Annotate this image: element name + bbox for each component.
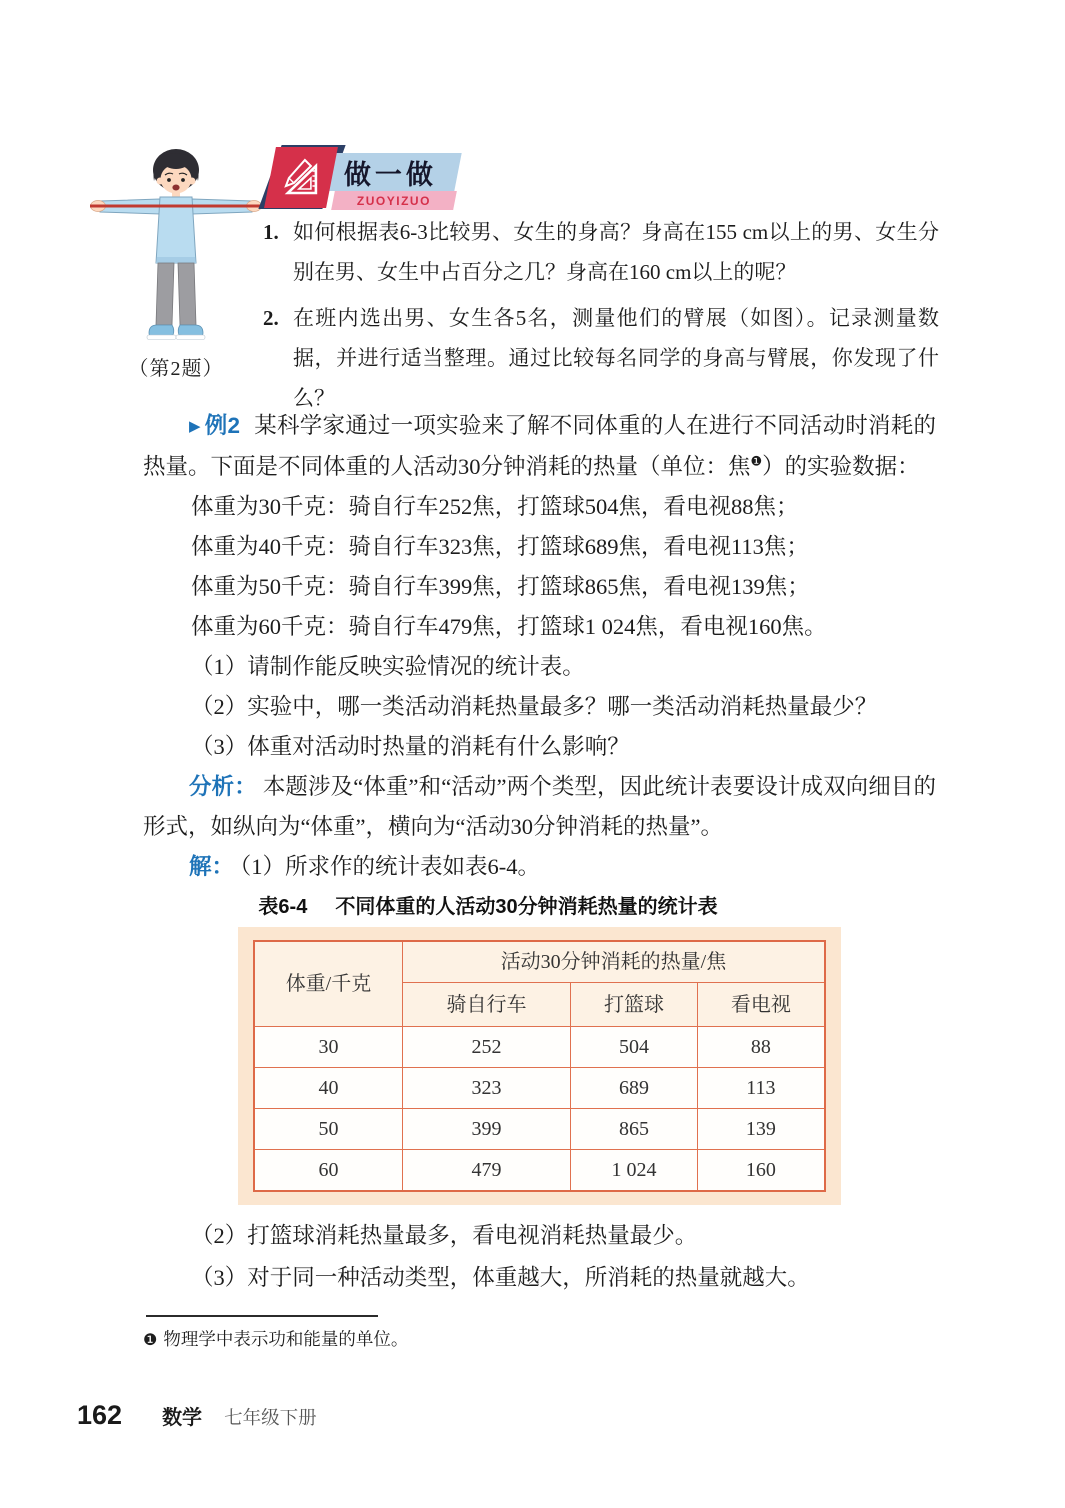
example-2-section — [143, 406, 936, 1355]
table-cell: 113 — [697, 1068, 825, 1109]
footnote-divider — [146, 1315, 378, 1317]
arrow-icon: ▶ — [189, 418, 201, 435]
sub-question: （2）实验中，哪一类活动消耗热量最多？哪一类活动消耗热量最少？ — [191, 694, 878, 719]
table-row — [254, 1109, 825, 1150]
answers — [143, 1215, 936, 1299]
example-intro: ▶ 例2 某科学家通过一项实验来了解不同体重的人在进行不同活动时消耗的热量。下面是不同体重的人活动30分钟消耗的热量（单位：焦$^❶$）的实验数据： — [143, 413, 936, 479]
arm-span-boy-illustration — [90, 143, 262, 343]
table-col-header: 骑自行车 — [402, 983, 570, 1027]
table-col-header: 看电视 — [697, 983, 825, 1027]
table-cell: 50 — [254, 1109, 402, 1150]
table-cell: 689 — [571, 1068, 698, 1109]
table-row — [254, 1027, 825, 1068]
badge-subtitle: ZUOYIZUO — [357, 193, 431, 208]
data-line: 体重为30千克：骑自行车252焦，打篮球504焦，看电视88焦； — [191, 494, 799, 519]
zuoyizuo-badge — [260, 144, 470, 216]
table-row — [254, 1150, 825, 1192]
analysis-paragraph: 分析： 本题涉及“体重”和“活动”两个类型，因此统计表要设计成双向细目的形式，如纵向为“体重”，横向为“活动30分钟消耗的热量”。 — [143, 774, 936, 839]
table-cell: 139 — [697, 1109, 825, 1150]
example-label: ▶ 例2 — [189, 413, 241, 438]
arm-span-figure — [88, 143, 264, 381]
page-number: 162 — [77, 1400, 123, 1430]
badge-subtitle-strip — [331, 191, 457, 210]
table-cell: 160 — [697, 1150, 825, 1192]
solution-paragraph: 解： （1）所求作的统计表如表6-4。 — [189, 854, 541, 879]
answer-2: （2）打篮球消耗热量最多，看电视消耗热量最少。 — [191, 1223, 698, 1248]
statistics-table — [253, 940, 826, 1192]
table-row — [254, 1068, 825, 1109]
page-footer — [77, 1400, 317, 1431]
solution-label: 解： — [189, 854, 235, 879]
table-cell: 504 — [571, 1027, 698, 1068]
statistics-table-panel — [238, 927, 841, 1205]
table-cell: 30 — [254, 1027, 402, 1068]
footnote-marker: ❶ — [143, 1332, 158, 1349]
table-cell: 479 — [402, 1150, 570, 1192]
question-number: 1. — [263, 220, 279, 244]
sub-question: （3）体重对活动时热量的消耗有什么影响？ — [191, 734, 630, 759]
activity-questions — [263, 212, 939, 418]
table-cell: 323 — [402, 1068, 570, 1109]
question-number: 2. — [263, 306, 279, 330]
table-group-header: 活动30分钟消耗的热量/焦 — [402, 941, 825, 983]
table-cell: 865 — [571, 1109, 698, 1150]
question-text: 在班内选出男、女生各5名，测量他们的臂展（如图）。记录测量数据，并进行适当整理。通过比较每名同学的身高与臂展，你发现了什么？ — [293, 306, 939, 410]
footnote: ❶ 物理学中表示功和能量的单位。 — [143, 1329, 409, 1349]
data-line: 体重为50千克：骑自行车399焦，打篮球865焦，看电视139焦； — [191, 574, 810, 599]
table-cell: 60 — [254, 1150, 402, 1192]
activity-question-2 — [263, 298, 939, 418]
analysis-label: 分析： — [189, 774, 257, 799]
table-cell: 252 — [402, 1027, 570, 1068]
table-cell: 88 — [697, 1027, 825, 1068]
answer-3: （3）对于同一种活动类型，体重越大，所消耗的热量就越大。 — [191, 1265, 810, 1290]
activity-question-1 — [263, 212, 939, 292]
table-cell: 1 024 — [571, 1150, 698, 1192]
book-edition: 七年级下册 — [224, 1407, 317, 1428]
table-title: 表6-4 不同体重的人活动30分钟消耗热量的统计表 — [258, 896, 718, 918]
badge-title: 做一做 — [343, 159, 437, 190]
badge-icon-tile — [264, 147, 338, 208]
data-line: 体重为40千克：骑自行车323焦，打篮球689焦，看电视113焦； — [191, 534, 809, 559]
data-line: 体重为60千克：骑自行车479焦，打篮球1 024焦，看电视160焦。 — [191, 614, 827, 639]
table-cell: 399 — [402, 1109, 570, 1150]
table-tag: 表6-4 — [258, 896, 308, 918]
sub-question: （1）请制作能反映实验情况的统计表。 — [191, 654, 585, 679]
badge-title-strip — [318, 153, 461, 191]
pencil-ruler-icon — [279, 156, 323, 200]
table-corner-header: 体重/千克 — [254, 941, 402, 1027]
table-cell: 40 — [254, 1068, 402, 1109]
figure-caption: （第2题） — [128, 358, 224, 380]
footnote-reference: ❶ — [750, 453, 763, 469]
book-subject: 数学 — [162, 1407, 203, 1429]
question-text: 如何根据表6-3比较男、女生的身高？身高在155 cm以上的男、女生分别在男、女生中占百分之几？身高在160 cm以上的呢？ — [293, 220, 939, 284]
table-col-header: 打篮球 — [571, 983, 698, 1027]
